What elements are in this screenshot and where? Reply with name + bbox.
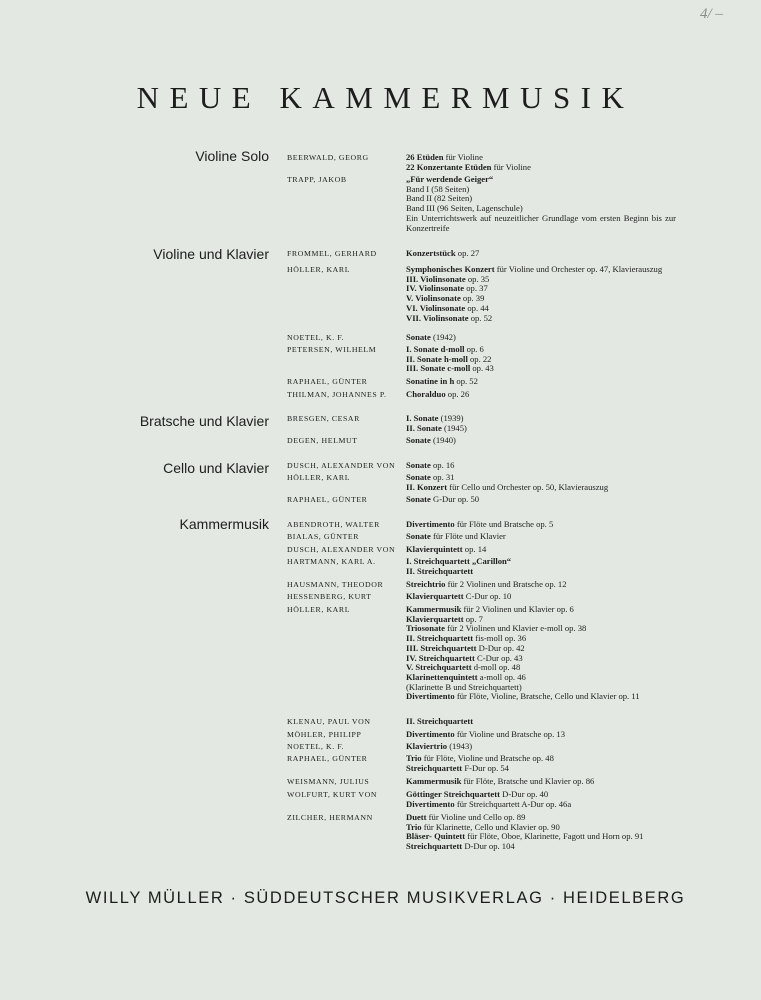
work-item: [406, 333, 676, 343]
work-item: [406, 580, 676, 590]
work-detail: (1943): [447, 741, 473, 751]
work-detail: D-Dur op. 40: [499, 789, 549, 799]
work-detail: D-Dur op. 42: [476, 642, 525, 653]
work-title: Streichquartett: [406, 841, 463, 852]
work-title: Streichtrio: [406, 579, 446, 589]
work-title: Divertimento: [406, 798, 455, 809]
work-list: [406, 333, 676, 343]
work-item: [406, 424, 676, 434]
work-detail: für 2 Violinen und Bratsche op. 12: [445, 579, 567, 589]
work-detail: für Violine: [443, 152, 483, 162]
work-list: [406, 605, 676, 702]
work-list: [406, 377, 676, 387]
work-title: II. Sonate: [406, 422, 442, 433]
composer-name: BIALAS, GÜNTER: [287, 532, 360, 541]
work-detail: für Cello und Orchester op. 50, Klavierauszug: [447, 481, 609, 492]
work-detail: fis-moll op. 36: [473, 633, 527, 644]
work-item: [406, 592, 676, 602]
work-detail: op. 44: [465, 302, 489, 313]
work-title: I. Sonate: [406, 413, 439, 423]
work-detail: Band II (82 Seiten): [406, 193, 473, 204]
work-title: Sonate: [406, 472, 431, 482]
work-detail: op. 31: [430, 472, 455, 482]
work-detail: für Flöte, Violine und Bratsche op. 48: [421, 753, 554, 763]
composer-name: HÖLLER, KARL: [287, 265, 351, 274]
work-title: I. Streichquartett „Carillon“: [406, 556, 512, 566]
category-heading: Violine Solo: [195, 148, 269, 164]
composer-name: BEERWALD, GEORG: [287, 153, 369, 162]
work-item: [406, 163, 676, 173]
work-detail: op. 22: [467, 353, 492, 364]
work-list: [406, 742, 676, 752]
work-item: [406, 567, 676, 577]
work-list: [406, 777, 676, 787]
category-heading: Kammermusik: [179, 516, 269, 532]
work-title: IV. Violinsonate: [406, 283, 465, 294]
work-list: [406, 717, 676, 727]
work-list: [406, 754, 676, 773]
work-item: [406, 545, 676, 555]
work-title: Sonate: [406, 435, 431, 445]
work-title: Kammermusik: [406, 604, 462, 614]
composer-name: RAPHAEL, GÜNTER: [287, 495, 368, 504]
work-title: V. Violinsonate: [406, 293, 461, 304]
work-detail: für Flöte und Klavier: [430, 531, 506, 541]
composer-name: DUSCH, ALEXANDER VON: [287, 461, 396, 470]
category-heading: Bratsche und Klavier: [139, 413, 269, 429]
corner-pencil-mark: 4/ –: [700, 6, 723, 22]
work-detail: d-moll op. 48: [471, 662, 521, 673]
work-detail: op. 43: [470, 363, 494, 374]
work-detail: für Violine und Cello op. 89: [426, 812, 526, 822]
work-detail: für Violine und Orchester op. 47, Klavierauszug: [494, 264, 663, 274]
work-title: Sonate: [406, 494, 431, 504]
work-title: IV. Streichquartett: [406, 652, 475, 663]
composer-name: NOETEL, K. F.: [287, 742, 345, 751]
work-detail: op. 7: [463, 613, 483, 624]
category-heading: Violine und Klavier: [153, 246, 269, 262]
work-detail: für Streichquartett A-Dur op. 46a: [454, 798, 572, 809]
work-detail: op. 6: [464, 344, 484, 354]
work-item: [406, 717, 676, 727]
work-detail: (Klarinette B und Streichquartett): [406, 681, 522, 692]
work-title: Trio: [406, 821, 422, 832]
composer-name: RAPHAEL, GÜNTER: [287, 754, 368, 763]
composer-name: PETERSEN, WILHELM: [287, 345, 377, 354]
publisher-line: WILLY MÜLLER · SÜDDEUTSCHER MUSIKVERLAG · HEIDELBERG: [85, 889, 686, 907]
work-detail: für Violine: [491, 161, 531, 172]
work-detail: op. 27: [455, 248, 480, 258]
work-list: [406, 592, 676, 602]
work-title: VII. Violinsonate: [406, 312, 469, 323]
work-item: [406, 377, 676, 387]
work-detail: F-Dur op. 54: [462, 762, 509, 773]
work-item: [406, 249, 676, 259]
work-detail: op. 26: [445, 389, 470, 399]
page-title: NEUE KAMMERMUSIK: [136, 80, 635, 115]
work-item: [406, 364, 676, 374]
work-title: Divertimento: [406, 691, 455, 702]
work-item: [406, 842, 676, 852]
work-list: [406, 461, 676, 471]
work-title: I. Sonate d-moll: [406, 344, 465, 354]
work-detail: a-moll op. 46: [477, 671, 526, 682]
work-list: [406, 520, 676, 530]
work-detail: op. 39: [460, 293, 485, 304]
composer-name: HARTMANN, KARL A.: [287, 557, 376, 566]
work-detail: für Violine und Bratsche op. 13: [454, 729, 565, 739]
work-list: [406, 545, 676, 555]
composer-name: ZILCHER, HERMANN: [287, 813, 373, 822]
work-title: Duett: [406, 812, 427, 822]
work-item: [406, 764, 676, 774]
work-detail: op. 52: [468, 312, 493, 323]
work-title: 26 Etüden: [406, 152, 444, 162]
work-item: [406, 214, 676, 233]
work-item: [406, 461, 676, 471]
work-item: [406, 390, 676, 400]
work-detail: op. 37: [464, 283, 488, 294]
work-title: „Für werdende Geiger“: [406, 174, 494, 184]
work-detail: (1942): [430, 332, 456, 342]
work-title: III. Sonate c-moll: [406, 363, 471, 374]
work-list: [406, 580, 676, 590]
work-title: Kammermusik: [406, 776, 462, 786]
work-detail: (1939): [438, 413, 464, 423]
work-item: [406, 692, 676, 702]
work-list: [406, 790, 676, 809]
composer-name: MÖHLER, PHILIPP: [287, 730, 362, 739]
work-detail: (1945): [441, 422, 467, 433]
work-detail: für Flöte und Bratsche op. 5: [454, 519, 554, 529]
work-item: [406, 436, 676, 446]
work-title: Divertimento: [406, 729, 455, 739]
work-detail: für Flöte, Oboe, Klarinette, Fagott und Horn op. 91: [465, 831, 644, 842]
work-detail: für Klarinette, Cello und Klavier op. 90: [421, 821, 560, 832]
work-detail: C-Dur op. 10: [463, 591, 512, 601]
composer-name: FROMMEL, GERHARD: [287, 249, 377, 258]
work-list: [406, 175, 676, 233]
composer-name: RAPHAEL, GÜNTER: [287, 377, 368, 386]
work-detail: Band III (96 Seiten, Lagenschule): [406, 203, 523, 214]
work-title: Göttinger Streichquartett: [406, 789, 500, 799]
work-title: III. Violinsonate: [406, 273, 466, 284]
work-title: II. Streichquartett: [406, 565, 474, 576]
work-title: V. Streichquartett: [406, 662, 472, 673]
work-item: [406, 742, 676, 752]
work-detail: für Flöte, Bratsche und Klavier op. 86: [461, 776, 595, 786]
composer-name: DUSCH, ALEXANDER VON: [287, 545, 396, 554]
work-title: VI. Violinsonate: [406, 302, 466, 313]
work-title: Bläser- Quintett: [406, 831, 466, 842]
work-list: [406, 473, 676, 492]
work-title: Sonate: [406, 531, 431, 541]
work-detail: C-Dur op. 43: [474, 652, 523, 663]
work-item: [406, 314, 676, 324]
work-detail: op. 52: [454, 376, 478, 386]
work-title: Klavierquartett: [406, 613, 464, 624]
category-heading: Cello und Klavier: [163, 460, 269, 476]
work-item: [406, 730, 676, 740]
work-title: Divertimento: [406, 519, 455, 529]
work-title: II. Konzert: [406, 481, 448, 492]
composer-name: TRAPP, JAKOB: [287, 175, 347, 184]
work-item: [406, 520, 676, 530]
work-item: [406, 532, 676, 542]
composer-name: ABENDROTH, WALTER: [287, 520, 380, 529]
work-title: Streichquartett: [406, 762, 463, 773]
composer-name: THILMAN, JOHANNES P.: [287, 390, 387, 399]
work-item: [406, 800, 676, 810]
composer-name: BRESGEN, CESAR: [287, 414, 360, 423]
work-list: [406, 730, 676, 740]
work-detail: D-Dur op. 104: [462, 841, 515, 852]
work-detail: für 2 Violinen und Klavier op. 6: [461, 604, 574, 614]
work-detail: op. 14: [462, 544, 487, 554]
work-list: [406, 414, 676, 433]
work-detail: (1940): [430, 435, 456, 445]
work-title: Klavierquintett: [406, 544, 463, 554]
work-detail: op. 35: [465, 273, 490, 284]
work-title: Klaviertrio: [406, 741, 448, 751]
work-list: [406, 249, 676, 259]
work-list: [406, 265, 676, 323]
work-title: III. Streichquartett: [406, 642, 477, 653]
work-title: Sonate: [406, 460, 431, 470]
work-title: Klarinettenquintett: [406, 671, 478, 682]
work-title: Konzertstück: [406, 248, 456, 258]
work-detail: Ein Unterrichtswerk auf neuzeitlicher Grundlage vom ersten Beginn bis zur Konzertreife: [406, 212, 676, 233]
work-detail: für Flöte, Violine, Bratsche, Cello und Klavier op. 11: [454, 691, 640, 702]
work-title: II. Sonate h-moll: [406, 353, 468, 364]
work-title: Klavierquartett: [406, 591, 464, 601]
work-list: [406, 495, 676, 505]
work-list: [406, 557, 676, 576]
work-list: [406, 436, 676, 446]
work-list: [406, 390, 676, 400]
work-detail: op. 16: [430, 460, 455, 470]
work-detail: für 2 Violinen und Klavier e-moll op. 38: [445, 623, 587, 634]
work-item: [406, 495, 676, 505]
work-item: [406, 483, 676, 493]
work-title: 22 Konzertante Etüden: [406, 161, 492, 172]
composer-name: HAUSMANN, THEODOR: [287, 580, 384, 589]
composer-name: NOETEL, K. F.: [287, 333, 345, 342]
work-title: Trio: [406, 753, 422, 763]
work-list: [406, 153, 676, 172]
work-title: II. Streichquartett: [406, 716, 474, 726]
composer-name: HESSENBERG, KURT: [287, 592, 372, 601]
work-title: Sonate: [406, 332, 431, 342]
work-detail: G-Dur op. 50: [430, 494, 480, 504]
work-title: II. Streichquartett: [406, 633, 474, 644]
composer-name: DEGEN, HELMUT: [287, 436, 358, 445]
work-title: Sonatine in h: [406, 376, 455, 386]
composer-name: WOLFURT, KURT VON: [287, 790, 378, 799]
work-title: Choralduo: [406, 389, 446, 399]
work-list: [406, 345, 676, 374]
composer-name: HÖLLER, KARL: [287, 473, 351, 482]
work-item: [406, 777, 676, 787]
composer-name: HÖLLER, KARL: [287, 605, 351, 614]
work-list: [406, 532, 676, 542]
composer-name: WEISMANN, JULIUS: [287, 777, 370, 786]
work-title: Triosonate: [406, 623, 445, 634]
work-list: [406, 813, 676, 852]
work-detail: Band I (58 Seiten): [406, 183, 470, 194]
work-title: Symphonisches Konzert: [406, 264, 495, 274]
composer-name: KLENAU, PAUL VON: [287, 717, 371, 726]
